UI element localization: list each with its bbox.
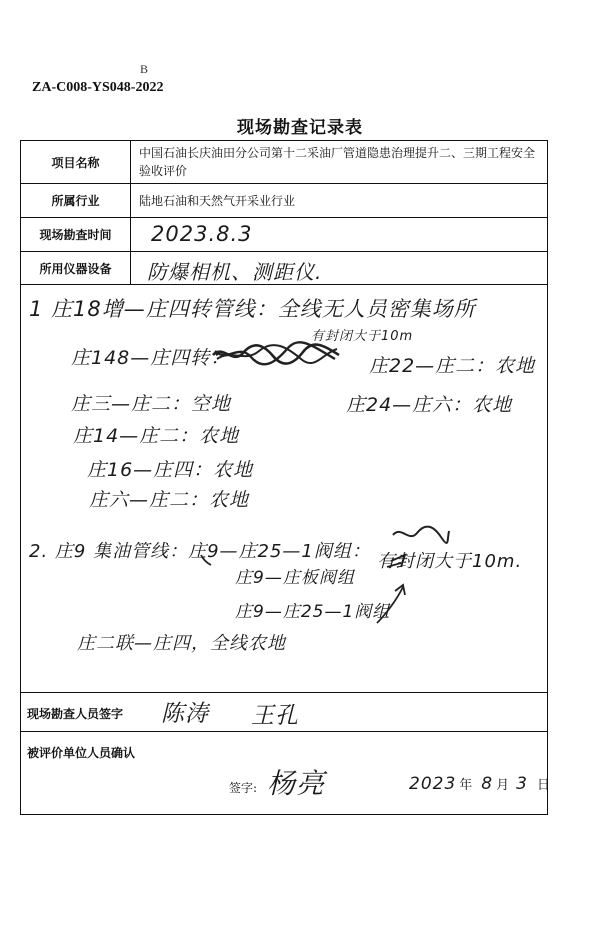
note-line-3: 庄22—庄二：农地 — [369, 355, 536, 377]
inspector-signature-label: 现场勘查人员签字 — [27, 707, 124, 721]
note-line-6: 庄14—庄二：农地 — [73, 425, 240, 447]
note-line-4: 庄三—庄二：空地 — [71, 393, 232, 415]
inspection-time-value: 2023.8.3 — [151, 222, 253, 246]
date-month: 8 — [481, 774, 494, 794]
note-line-11: 庄9—庄25—1阀组 — [235, 602, 391, 622]
document-number-mark: B — [140, 62, 149, 76]
project-name-value: 中国石油长庆油田分公司第十二采油厂管道隐患治理提升二、三期工程安全验收评价 — [139, 146, 536, 178]
note-line-9: 2. 庄9 集油管线：庄9—庄25—1阀组： — [29, 541, 371, 562]
inspector-signature-2: 王孔 — [251, 703, 299, 729]
confirmation-signature: 杨亮 — [267, 767, 326, 800]
equipment-label: 所用仪器设备 — [21, 252, 131, 284]
note-line-2: 庄148—庄四转： — [71, 347, 231, 369]
inspection-form — [20, 140, 548, 815]
note-line-7: 庄16—庄四：农地 — [87, 459, 254, 481]
form-title: 现场勘查记录表 — [237, 118, 363, 138]
date-day-unit: 日 — [536, 778, 550, 793]
equipment-value: 防爆相机、测距仪. — [147, 260, 323, 284]
date-year-unit: 年 — [459, 778, 473, 793]
note-line-5: 庄24—庄六：农地 — [346, 394, 513, 416]
crossed-out-text — [211, 341, 341, 367]
note-line-1: 1 庄18增—庄四转管线：全线无人员密集场所 — [29, 297, 476, 321]
inspection-time-label: 现场勘查时间 — [21, 218, 131, 251]
confirmation-date — [409, 774, 550, 794]
date-month-unit: 月 — [496, 778, 510, 793]
industry-row — [21, 184, 547, 218]
equipment-row — [21, 252, 547, 285]
note-line-8: 庄六—庄二：农地 — [89, 489, 250, 511]
date-day: 3 — [516, 774, 528, 794]
document-number: ZA-C008-YS048-2022 — [32, 80, 164, 95]
confirmation-label: 被评价单位人员确认 — [27, 746, 136, 760]
note-line-10: 庄9—庄板阀组 — [235, 568, 355, 588]
inspector-signature-row — [21, 693, 547, 732]
project-name-label: 项目名称 — [21, 141, 131, 183]
confirmation-sign-label: 签字: — [229, 781, 258, 795]
note-line-10-tail: 有封闭大于10m. — [377, 551, 523, 572]
inspector-signature-1: 陈涛 — [161, 701, 209, 727]
industry-label: 所属行业 — [21, 184, 131, 217]
note-line-12: 庄二联—庄四，全线农地 — [77, 633, 286, 654]
inspection-time-row — [21, 218, 547, 252]
industry-value: 陆地石油和天然气开采业行业 — [139, 193, 296, 208]
notes-area — [21, 285, 547, 693]
project-name-row — [21, 141, 547, 184]
confirmation-area — [21, 732, 550, 814]
note-line-1-tail: 有封闭大于10m — [311, 329, 414, 344]
date-year: 2023 — [409, 774, 457, 794]
